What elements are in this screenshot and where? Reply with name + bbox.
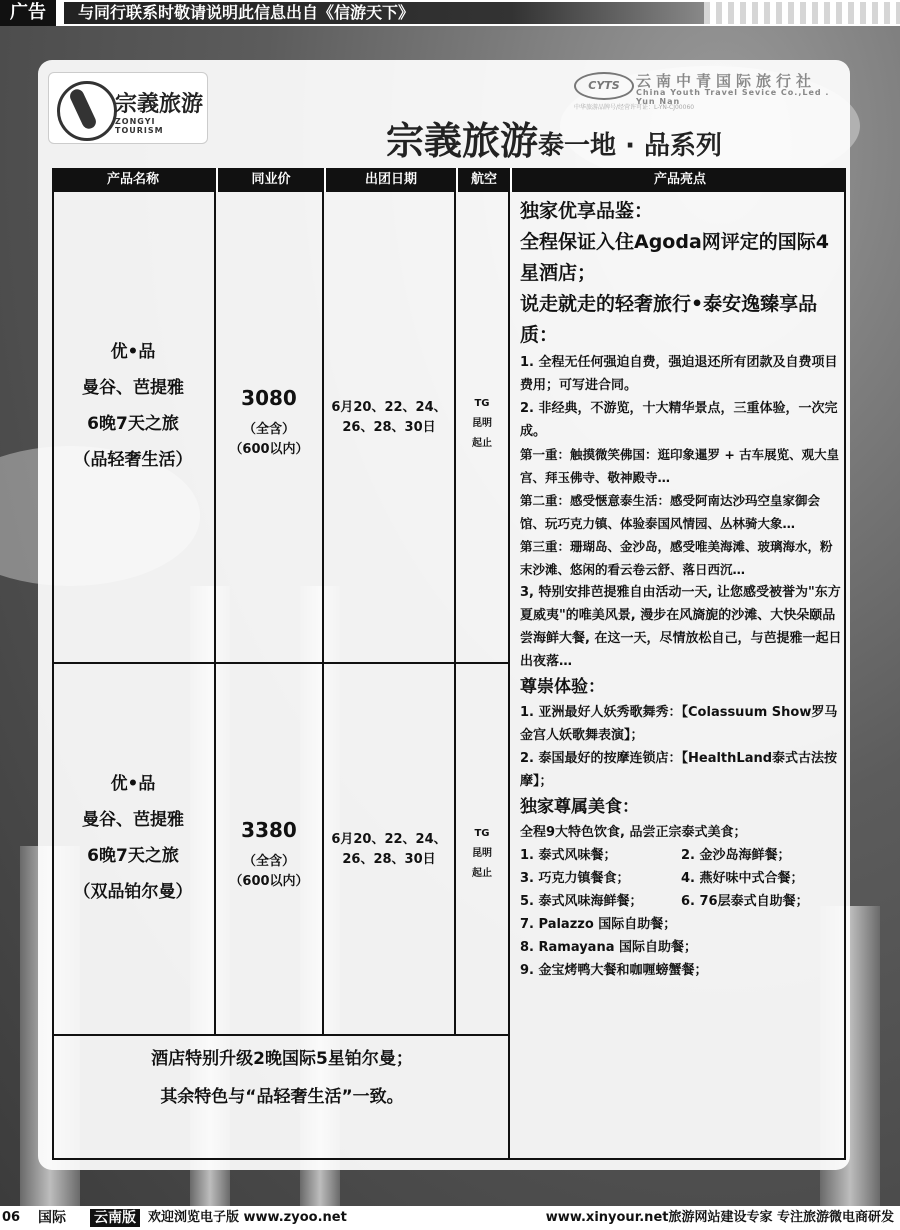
price-note: （600以内） [229,874,309,889]
price-note: （全含） [242,854,295,869]
price-note: （全含） [242,422,295,437]
dates-line: 26、28、30日 [342,852,436,867]
grid-line [844,168,846,1160]
headline-brand: 宗義旅游 [386,119,539,163]
highlight-title: 说走就走的轻奢旅行•泰安逸臻享品质： [520,293,818,346]
meal-item: 2. 金沙岛海鲜餐； [681,848,791,863]
bottom-bar [0,1206,900,1230]
product-line: 优•品 [110,774,156,794]
meal-row [520,890,842,913]
header-highlights: 产品亮点 [510,168,848,192]
product-theme: （品轻奢生活） [73,450,193,470]
product-theme: （双品铂尔曼） [73,882,193,902]
grid-line [214,168,216,1036]
highlights-column [520,196,842,982]
header-dates: 出团日期 [324,168,456,192]
meal-item: 9. 金宝烤鸭大餐和咖喱螃蟹餐； [520,963,708,978]
header-airline: 航空 [456,168,510,192]
airline-note: 起止 [472,868,492,879]
airline-city: 昆明 [472,418,492,429]
logo-en: ZONGYI TOURISM [115,117,164,135]
highlight-subtitle: 尊崇体验： [520,677,605,697]
airline-code: TG [474,828,490,839]
table-header [52,168,846,192]
grid-line [52,168,54,1160]
grid-line [508,168,510,1160]
dates-line: 6月20、22、24、 [331,400,447,415]
product-route: 曼谷、芭提雅 [82,378,184,398]
highlight-text: 3, 特别安排芭提雅自由活动一天, 让您感受被誉为"东方夏威夷"的唯美风景, 漫步在风旖旎的沙滩、大快朵颐品尝海鲜大餐, 在这一天，尽情放松自己，与芭提雅一起日出夜落… [520,585,842,669]
airline-code: TG [474,398,490,409]
meal-row [520,844,842,867]
ad-label: 广告 [0,0,56,26]
meal-item: 8. Ramayana 国际自助餐； [520,940,698,955]
agency-en: China Youth Travel Sevice Co.,Led . Yun Nan [636,88,830,106]
page-title [386,110,722,165]
headline-series: 泰一地 · 品系列 [538,131,722,161]
ad-notice: 与同行联系时敬请说明此信息出自《信游天下》 [78,3,415,22]
top-ad-bar [0,0,900,26]
highlight-subtitle: 独家尊属美食： [520,797,639,817]
sponsor-link[interactable]: www.xinyour.net旅游网站建设专家 专注旅游微电商研发 [545,1210,894,1225]
price-cell [216,386,322,460]
highlight-text: 1. 全程无任何强迫自费，强迫退还所有团款及自费项目费用；可写进合同。 [520,355,838,393]
airline-note: 起止 [472,438,492,449]
grid-line [454,168,456,1036]
dates-line: 26、28、30日 [342,420,436,435]
price-note: （600以内） [229,442,309,457]
highlight-text: 2. 非经典，不游览，十大精华景点，三重体验，一次完成。 [520,401,838,439]
footnote-line: 酒店特别升级2晚国际5星铂尔曼； [151,1049,413,1069]
section-name: 国际 [38,1210,66,1226]
airline-cell [456,824,508,884]
dates-line: 6月20、22、24、 [331,832,447,847]
table-row [52,334,214,478]
highlight-text: 第二重：感受惬意泰生活：感受阿南达沙玛空皇家御会馆、玩巧克力镇、体验泰国风情园、丛林骑大象… [520,493,821,531]
highlight-text: 全程9大特色饮食, 品尝正宗泰式美食； [520,825,747,840]
checker-decoration [704,2,900,24]
ad-notice-strip [64,2,704,24]
airline-cell [456,394,508,454]
header-price: 同业价 [216,168,324,192]
website-link[interactable]: 欢迎浏览电子版 www.zyoo.net [148,1210,347,1225]
product-duration: 6晚7天之旅 [87,414,179,434]
grid-line [52,1034,510,1036]
meal-item: 5. 泰式风味海鲜餐； [520,894,643,909]
product-duration: 6晚7天之旅 [87,846,179,866]
grid-line [52,662,510,664]
agency-fine-print: 中华旅游品牌号/经营许可证：L-YN-CJ00060 [574,104,695,111]
highlight-text: 1. 亚洲最好人妖秀歌舞秀：【Colassuum Show罗马金宫人妖歌舞表演】； [520,705,838,743]
price-value: 3080 [241,386,297,410]
meal-item: 6. 76层泰式自助餐； [681,894,809,909]
logo-cn: 宗義旅游 [115,92,204,117]
meal-row [520,867,842,890]
meal-item: 7. Palazzo 国际自助餐； [520,917,677,932]
highlight-text: 第一重：触摸微笑佛国：逛印象暹罗 + 古车展览、观大皇宫、拜玉佛寺、敬神殿寺… [520,447,840,485]
product-route: 曼谷、芭提雅 [82,810,184,830]
grid-line [52,1158,846,1160]
airline-city: 昆明 [472,848,492,859]
agency-cn: 云南中青国际旅行社 [636,72,817,90]
product-line: 优•品 [110,342,156,362]
hotel-upgrade-note [52,1040,512,1116]
dates-cell [324,830,454,870]
meal-item: 3. 巧克力镇餐食； [520,871,630,886]
edition-badge: 云南版 [90,1209,140,1227]
footnote-line: 其余特色与“品轻奢生活”一致。 [160,1087,404,1107]
dates-cell [324,398,454,438]
grid-line [322,168,324,1036]
footprint-logo-icon [57,81,117,141]
highlight-title: 独家优享品鉴： [520,200,654,222]
price-value: 3380 [241,818,297,842]
table-row [52,766,214,910]
highlight-text: 2. 泰国最好的按摩连锁店：【HealthLand泰式古法按摩】； [520,751,838,789]
agency-badge-icon: CYTS [574,72,634,100]
product-table [52,168,846,1160]
zongyi-logo [48,72,208,144]
meal-item: 4. 燕好味中式合餐； [681,871,804,886]
agency-logo [574,70,844,114]
highlight-title: 全程保证入住Agoda网评定的国际4星酒店； [520,231,830,284]
page-number: 06 [2,1210,21,1225]
price-cell [216,818,322,892]
highlight-text: 第三重：珊瑚岛、金沙岛，感受唯美海滩、玻璃海水，粉末沙滩、悠闲的看云卷云舒、落日西沉… [520,539,833,577]
header-name: 产品名称 [106,172,159,187]
ad-card [38,60,850,1170]
meal-item: 1. 泰式风味餐； [520,848,617,863]
